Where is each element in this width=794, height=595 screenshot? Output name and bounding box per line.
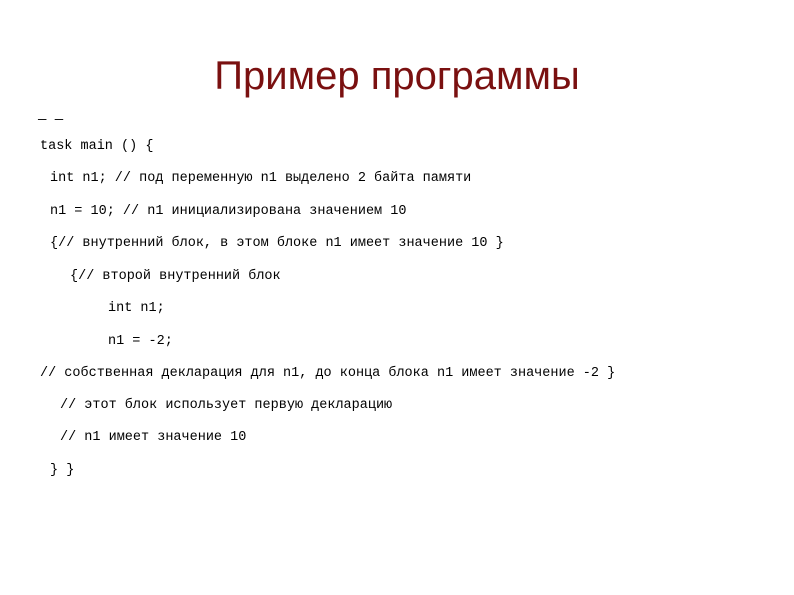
code-line-9: // этот блок использует первую декларацию (60, 398, 393, 413)
code-line-5: {// второй внутренний блок (70, 269, 281, 284)
code-line-4: {// внутренний блок, в этом блоке n1 имеет значение 10 } (50, 236, 504, 251)
code-line-7: n1 = -2; (108, 334, 173, 349)
code-line-2: int n1; // под переменную n1 выделено 2 байта памяти (50, 171, 472, 186)
code-line-8: // собственная декларация для n1, до конца блока n1 имеет значение -2 } (40, 366, 616, 381)
code-line-1: task main () { (40, 139, 154, 154)
code-line-3: n1 = 10; // n1 инициализирована значением 10 (50, 204, 407, 219)
dash-marker: — — (38, 112, 64, 128)
slide-title: Пример программы (214, 54, 580, 98)
code-line-6: int n1; (108, 301, 165, 316)
code-line-11: } } (50, 463, 75, 478)
code-line-10: // n1 имеет значение 10 (60, 430, 247, 445)
